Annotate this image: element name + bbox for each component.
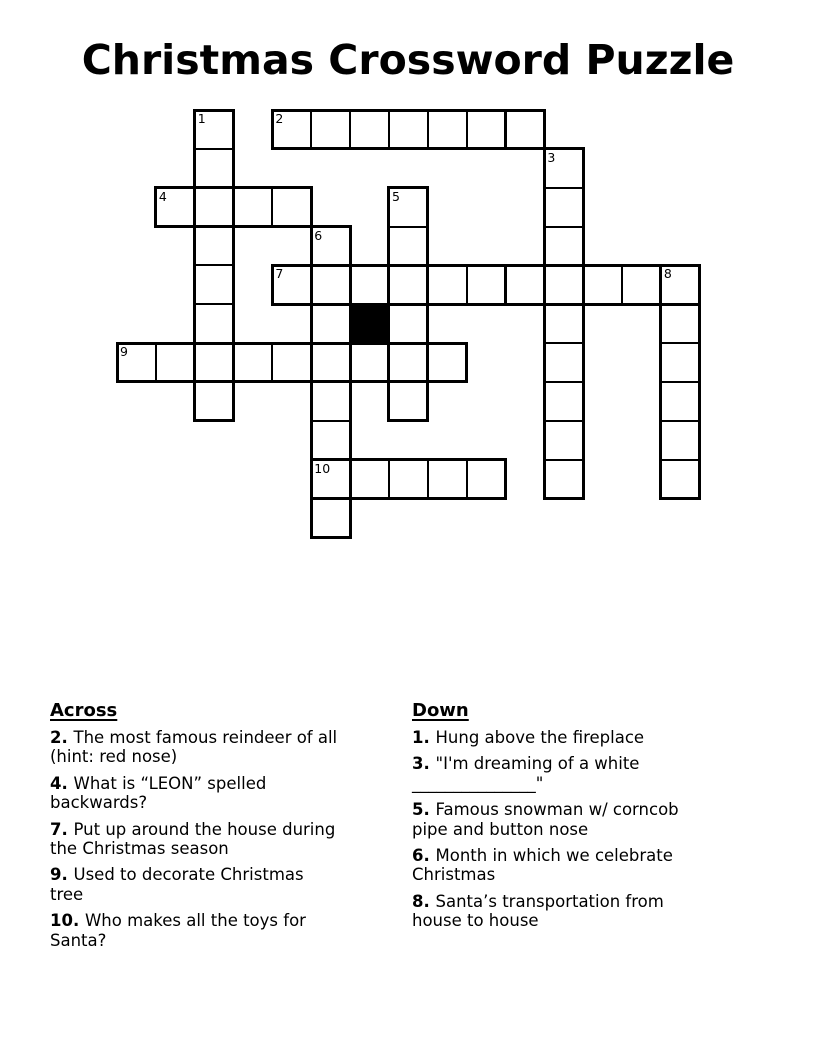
cell-number-7: 7 (275, 266, 284, 282)
grid-cell[interactable] (543, 459, 584, 500)
grid-cell[interactable] (349, 342, 390, 383)
grid-cell[interactable] (543, 342, 584, 383)
clue-number: 3. (412, 754, 436, 774)
grid-cell[interactable] (427, 459, 468, 500)
clue-item-9 (50, 865, 406, 904)
clue-text: Who makes all the toys for Santa? (50, 911, 306, 950)
grid-cell[interactable] (466, 264, 507, 305)
grid-cell[interactable] (271, 109, 312, 150)
grid-cell[interactable] (388, 109, 429, 150)
grid-cell[interactable] (310, 226, 351, 267)
clue-item-4 (50, 774, 406, 813)
grid-cell[interactable] (349, 264, 390, 305)
grid-cell[interactable] (310, 264, 351, 305)
down-heading: Down (412, 700, 469, 721)
grid-cell[interactable] (388, 381, 429, 422)
grid-cell[interactable] (505, 264, 546, 305)
grid-cell[interactable] (310, 109, 351, 150)
grid-cell[interactable] (543, 226, 584, 267)
down-clue-list (412, 728, 762, 931)
clue-text: Famous snowman w/ corncob pipe and button nose (412, 800, 679, 839)
grid-cell[interactable] (543, 381, 584, 422)
grid-cell[interactable] (271, 342, 312, 383)
clue-text: Month in which we celebrate Christmas (412, 846, 673, 885)
clue-item-5 (412, 800, 762, 839)
grid-cell[interactable] (194, 342, 235, 383)
grid-cell[interactable] (233, 187, 274, 228)
grid-cell[interactable] (194, 148, 235, 189)
grid-cell[interactable] (155, 342, 196, 383)
black-cell (349, 303, 390, 344)
clue-number: 4. (50, 773, 74, 793)
clue-item-8 (412, 892, 762, 931)
grid-cell[interactable] (466, 109, 507, 150)
grid-cell[interactable] (660, 381, 701, 422)
cell-number-8: 8 (663, 266, 672, 282)
across-heading: Across (50, 700, 118, 721)
grid-cell[interactable] (660, 264, 701, 305)
grid-cell[interactable] (660, 303, 701, 344)
down-clues-section (412, 700, 762, 938)
clue-number: 6. (412, 846, 436, 866)
grid-cell[interactable] (388, 342, 429, 383)
grid-cell[interactable] (388, 303, 429, 344)
cell-number-3: 3 (547, 149, 556, 165)
grid-cell[interactable] (271, 264, 312, 305)
grid-cell[interactable] (194, 187, 235, 228)
grid-cell[interactable] (427, 342, 468, 383)
clue-number: 2. (50, 728, 74, 747)
grid-cell[interactable] (660, 342, 701, 383)
grid-cell[interactable] (543, 264, 584, 305)
grid-cell[interactable] (349, 459, 390, 500)
grid-cell[interactable] (194, 109, 235, 150)
grid-cell[interactable] (388, 226, 429, 267)
across-clues-section (50, 700, 406, 957)
grid-cell[interactable] (621, 264, 662, 305)
grid-cell[interactable] (349, 109, 390, 150)
grid-cell[interactable] (194, 381, 235, 422)
grid-cell[interactable] (310, 303, 351, 344)
grid-cell[interactable] (543, 187, 584, 228)
clue-text: Hung above the fireplace (435, 728, 645, 747)
clue-number: 8. (412, 891, 436, 911)
grid-cell[interactable] (155, 187, 196, 228)
grid-cell[interactable] (427, 109, 468, 150)
grid-cell[interactable] (116, 342, 157, 383)
clue-text: Used to decorate Christmas tree (50, 865, 304, 904)
cell-number-5: 5 (391, 188, 400, 204)
grid-cell[interactable] (466, 459, 507, 500)
grid-cell[interactable] (505, 109, 546, 150)
grid-cell[interactable] (310, 342, 351, 383)
clue-text: Santa’s transportation from house to house (412, 891, 664, 931)
grid-cell[interactable] (310, 381, 351, 422)
clue-number: 1. (412, 728, 436, 747)
clue-text: "I'm dreaming of a white _______________" (412, 754, 640, 793)
grid-cell[interactable] (660, 420, 701, 461)
grid-cell[interactable] (194, 264, 235, 305)
cell-number-9: 9 (120, 344, 128, 360)
clue-number: 10. (50, 911, 85, 931)
grid-cell[interactable] (388, 187, 429, 228)
clue-item-6 (412, 846, 762, 885)
grid-cell[interactable] (543, 420, 584, 461)
cell-number-6: 6 (314, 227, 323, 243)
clue-number: 9. (50, 865, 74, 885)
page-title: Christmas Crossword Puzzle (81, 36, 735, 84)
clue-item-2 (50, 728, 406, 767)
grid-cell[interactable] (427, 264, 468, 305)
clue-text: The most famous reindeer of all (hint: red nose) (50, 728, 338, 767)
grid-cell[interactable] (388, 459, 429, 500)
clue-item-1 (412, 728, 762, 747)
clue-item-7 (50, 820, 406, 859)
grid-cell[interactable] (194, 303, 235, 344)
grid-cell[interactable] (310, 459, 351, 500)
grid-cell[interactable] (271, 187, 312, 228)
grid-cell[interactable] (582, 264, 623, 305)
clue-number: 5. (412, 800, 436, 820)
clue-item-3 (412, 754, 762, 793)
grid-cell[interactable] (660, 459, 701, 500)
grid-cell[interactable] (310, 420, 351, 461)
grid-cell[interactable] (233, 342, 274, 383)
cell-number-10: 10 (314, 460, 331, 476)
cell-number-1: 1 (197, 111, 206, 126)
clue-text: What is “LEON” spelled backwards? (50, 773, 267, 813)
grid-cell[interactable] (543, 303, 584, 344)
cell-number-2: 2 (275, 111, 284, 126)
grid-cell[interactable] (310, 498, 351, 539)
clue-text: Put up around the house during the Christmas season (50, 819, 336, 859)
clue-number: 7. (50, 819, 74, 839)
grid-cell[interactable] (194, 226, 235, 267)
cell-number-4: 4 (158, 188, 167, 204)
grid-cell[interactable] (543, 148, 584, 189)
grid-cell[interactable] (388, 264, 429, 305)
clue-item-10 (50, 911, 406, 950)
across-clue-list (50, 728, 406, 950)
